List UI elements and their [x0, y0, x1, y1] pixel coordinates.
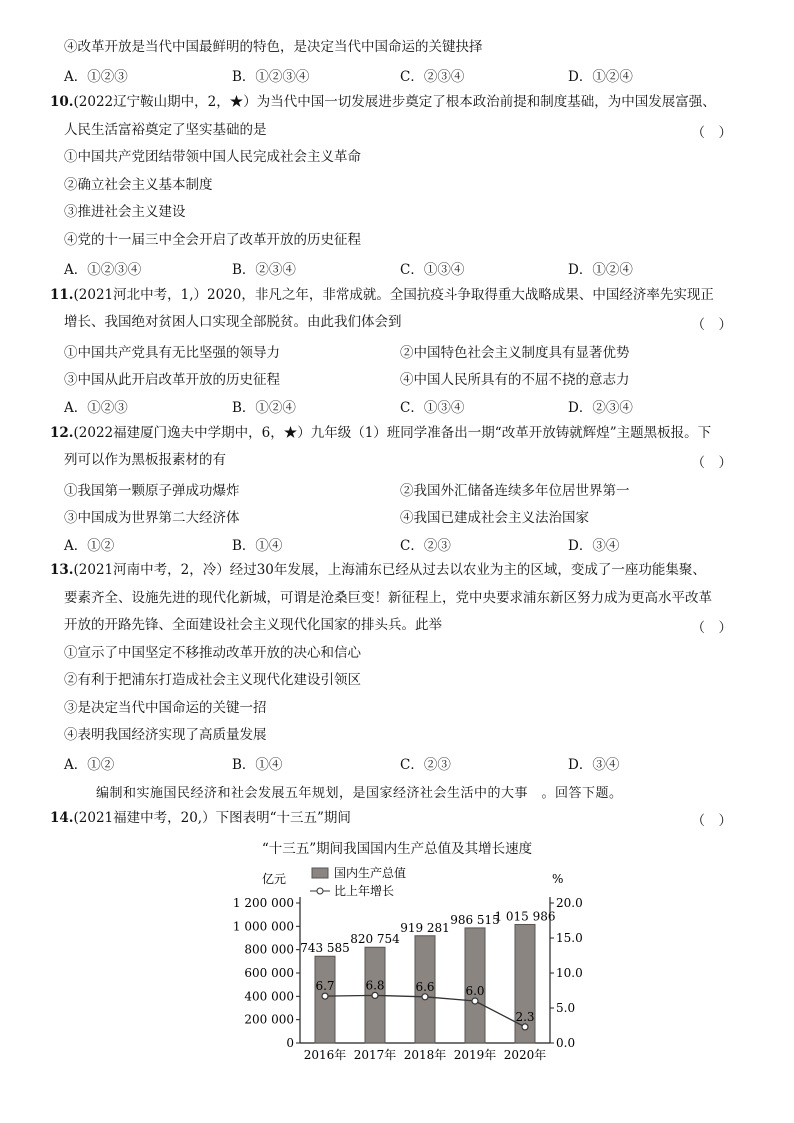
option-b[interactable]: B．①②④ [232, 400, 296, 416]
option-d[interactable]: D．①②④ [568, 69, 633, 85]
q11-item-2: ②中国特色社会主义制度具有显著优势 [400, 345, 630, 361]
q10-item-3: ③推进社会主义建设 [64, 204, 186, 220]
q11-text1: (2021河北中考，1,）2020，非凡之年，非常成就。全国抗疫斗争取得重大战略成果、中国经济率先实现正 [73, 287, 714, 303]
q11-items-row1 [64, 341, 704, 359]
prev-item-4: ④改革开放是当代中国最鲜明的特色，是决定当代中国命运的关键抉择 [64, 39, 483, 55]
x-tick-label: 2016年 [303, 1048, 347, 1062]
prev-options [64, 65, 704, 83]
y-tick-label-right: 20.0 [556, 896, 583, 910]
legend-bar-label: 国内生产总值 [334, 866, 407, 880]
option-b[interactable]: B．①②③④ [232, 69, 310, 85]
q14-line1 [50, 809, 351, 827]
q10-options [64, 258, 704, 276]
q12-line2: 列可以作为黑板报素材的有 [64, 452, 226, 468]
q10-item-4: ④党的十一届三中全会开启了改革开放的历史征程 [64, 232, 361, 248]
q11-items-row2 [64, 368, 704, 386]
gdp-bar-label: 743 585 [300, 941, 350, 956]
section-intro: 编制和实施国民经济和社会发展五年规划，是国家经济社会生活中的大事 。回答下题。 [96, 786, 623, 801]
q11-line2: 增长、我国绝对贫困人口实现全部脱贫。由此我们体会到 [64, 314, 402, 330]
y-axis-label-left: 亿元 [262, 872, 287, 886]
y-tick-label-right: 5.0 [556, 1001, 576, 1015]
q10-text1: (2022辽宁鞍山期中，2，★）为当代中国一切发展进步奠定了根本政治前提和制度基础，为中国发展富强、 [73, 94, 716, 110]
y-tick-label-left: 400 000 [244, 989, 294, 1004]
growth-point [472, 998, 478, 1004]
option-c[interactable]: C．②③④ [400, 69, 465, 85]
y-tick-label-left: 1 200 000 [232, 896, 294, 910]
growth-label: 6.6 [415, 979, 435, 994]
y-tick-label-left: 200 000 [244, 1012, 294, 1027]
q13-line2: 要素齐全、设施先进的现代化新城，可谓是沧桑巨变！新征程上，党中央要求浦东新区努力成为更高水平改革 [64, 590, 712, 606]
q13-item-1: ①宣示了中国坚定不移推动改革开放的决心和信心 [64, 645, 361, 661]
q14-text1: (2021福建中考，20,）下图表明“十三五”期间 [73, 810, 351, 826]
option-a[interactable]: A．①②③ [64, 69, 128, 85]
q13-item-4: ④表明我国经济实现了高质量发展 [64, 727, 267, 743]
growth-label: 6.7 [315, 979, 335, 994]
q10-line2: 人民生活富裕奠定了坚实基础的是 [64, 122, 267, 138]
option-d[interactable]: D．②③④ [568, 400, 633, 416]
gdp-bar-label: 986 515 [450, 912, 500, 927]
chart-title: “十三五”期间我国国内生产总值及其增长速度 [261, 841, 533, 857]
option-c[interactable]: C．①③④ [400, 262, 465, 278]
growth-point [322, 993, 328, 999]
q11-item-4: ④中国人民所具有的不屈不挠的意志力 [400, 372, 630, 388]
x-tick-label: 2018年 [403, 1048, 447, 1062]
q12-number: 12. [50, 425, 74, 441]
q13-number: 13. [50, 562, 74, 578]
option-b[interactable]: B．①④ [232, 538, 283, 554]
q12-item-4: ④我国已建成社会主义法治国家 [400, 510, 589, 526]
option-d[interactable]: D．③④ [568, 538, 620, 554]
option-c[interactable]: C．①③④ [400, 400, 465, 416]
q12-answer-paren[interactable]: （ ） [691, 455, 732, 471]
gdp-bar-label: 1 015 986 [494, 909, 556, 924]
option-b[interactable]: B．②③④ [232, 262, 296, 278]
x-tick-label: 2017年 [353, 1048, 397, 1062]
option-a[interactable]: A．①②③ [64, 400, 128, 416]
option-c[interactable]: C．②③ [400, 757, 451, 773]
q13-answer-paren[interactable]: （ ） [691, 620, 732, 636]
y-tick-label-right: 0.0 [556, 1036, 576, 1050]
option-a[interactable]: A．①② [64, 538, 115, 554]
growth-label: 6.8 [365, 978, 385, 993]
legend-line-marker [317, 888, 323, 894]
legend-bar-swatch [312, 868, 328, 878]
q10-line1 [50, 93, 716, 111]
q12-item-2: ②我国外汇储备连续多年位居世界第一 [400, 483, 630, 499]
x-tick-label: 2019年 [453, 1048, 497, 1062]
q14-number: 14. [50, 810, 74, 826]
growth-point [372, 992, 378, 998]
y-tick-label-left: 0 [286, 1036, 294, 1050]
x-tick-label: 2020年 [503, 1048, 547, 1062]
option-c[interactable]: C．②③ [400, 538, 451, 554]
q10-answer-paren[interactable]: （ ） [691, 125, 732, 141]
q10-item-1: ①中国共产党团结带领中国人民完成社会主义革命 [64, 149, 361, 165]
q11-number: 11. [50, 287, 74, 303]
option-d[interactable]: D．①②④ [568, 262, 633, 278]
q12-line1 [50, 424, 711, 442]
y-tick-label-left: 800 000 [244, 942, 294, 957]
q11-line1 [50, 286, 714, 304]
q11-item-1: ①中国共产党具有无比坚强的领导力 [64, 345, 280, 361]
y-tick-label-left: 600 000 [244, 966, 294, 980]
q10-item-2: ②确立社会主义基本制度 [64, 177, 213, 193]
gdp-bar-label: 820 754 [350, 932, 400, 947]
option-a[interactable]: A．①②③④ [64, 262, 142, 278]
q12-options [64, 534, 704, 552]
q14-answer-paren[interactable]: （ ） [691, 813, 732, 829]
q11-item-3: ③中国从此开启改革开放的历史征程 [64, 372, 280, 388]
q13-text1: (2021河南中考，2，冷）经过30年发展，上海浦东已经从过去以农业为主的区域，变成了一座功能集聚、 [73, 562, 706, 578]
option-b[interactable]: B．①④ [232, 757, 283, 773]
q11-options [64, 396, 704, 414]
q12-items-row2 [64, 506, 704, 524]
q13-item-3: ③是决定当代中国命运的关键一招 [64, 700, 267, 716]
legend-line-label: 比上年增长 [334, 884, 395, 898]
growth-point [522, 1024, 528, 1030]
q12-items-row1 [64, 479, 704, 497]
q12-item-3: ③中国成为世界第二大经济体 [64, 510, 240, 526]
q13-item-2: ②有利于把浦东打造成社会主义现代化建设引领区 [64, 672, 361, 688]
gdp-chart [230, 858, 600, 1068]
q12-text1: (2022福建厦门逸夫中学期中，6，★）九年级（1）班同学准备出一期“改革开放铸就辉煌”主题黑板报。下 [73, 425, 712, 441]
q13-line1 [50, 561, 706, 579]
gdp-bar-label: 919 281 [400, 920, 450, 935]
y-tick-label-left: 1 000 000 [232, 919, 294, 934]
q13-line3: 开放的开路先锋、全面建设社会主义现代化国家的排头兵。此举 [64, 617, 442, 633]
option-a[interactable]: A．①② [64, 757, 115, 773]
q12-item-1: ①我国第一颗原子弹成功爆炸 [64, 483, 240, 499]
growth-label: 2.3 [515, 1009, 535, 1024]
growth-label: 6.0 [465, 984, 485, 998]
q11-answer-paren[interactable]: （ ） [691, 317, 732, 333]
y-tick-label-right: 10.0 [556, 966, 583, 980]
q10-number: 10. [50, 94, 74, 110]
growth-point [422, 994, 428, 1000]
q13-options [64, 753, 704, 771]
option-d[interactable]: D．③④ [568, 757, 620, 773]
y-axis-label-right: % [552, 872, 564, 886]
y-tick-label-right: 15.0 [556, 931, 583, 945]
